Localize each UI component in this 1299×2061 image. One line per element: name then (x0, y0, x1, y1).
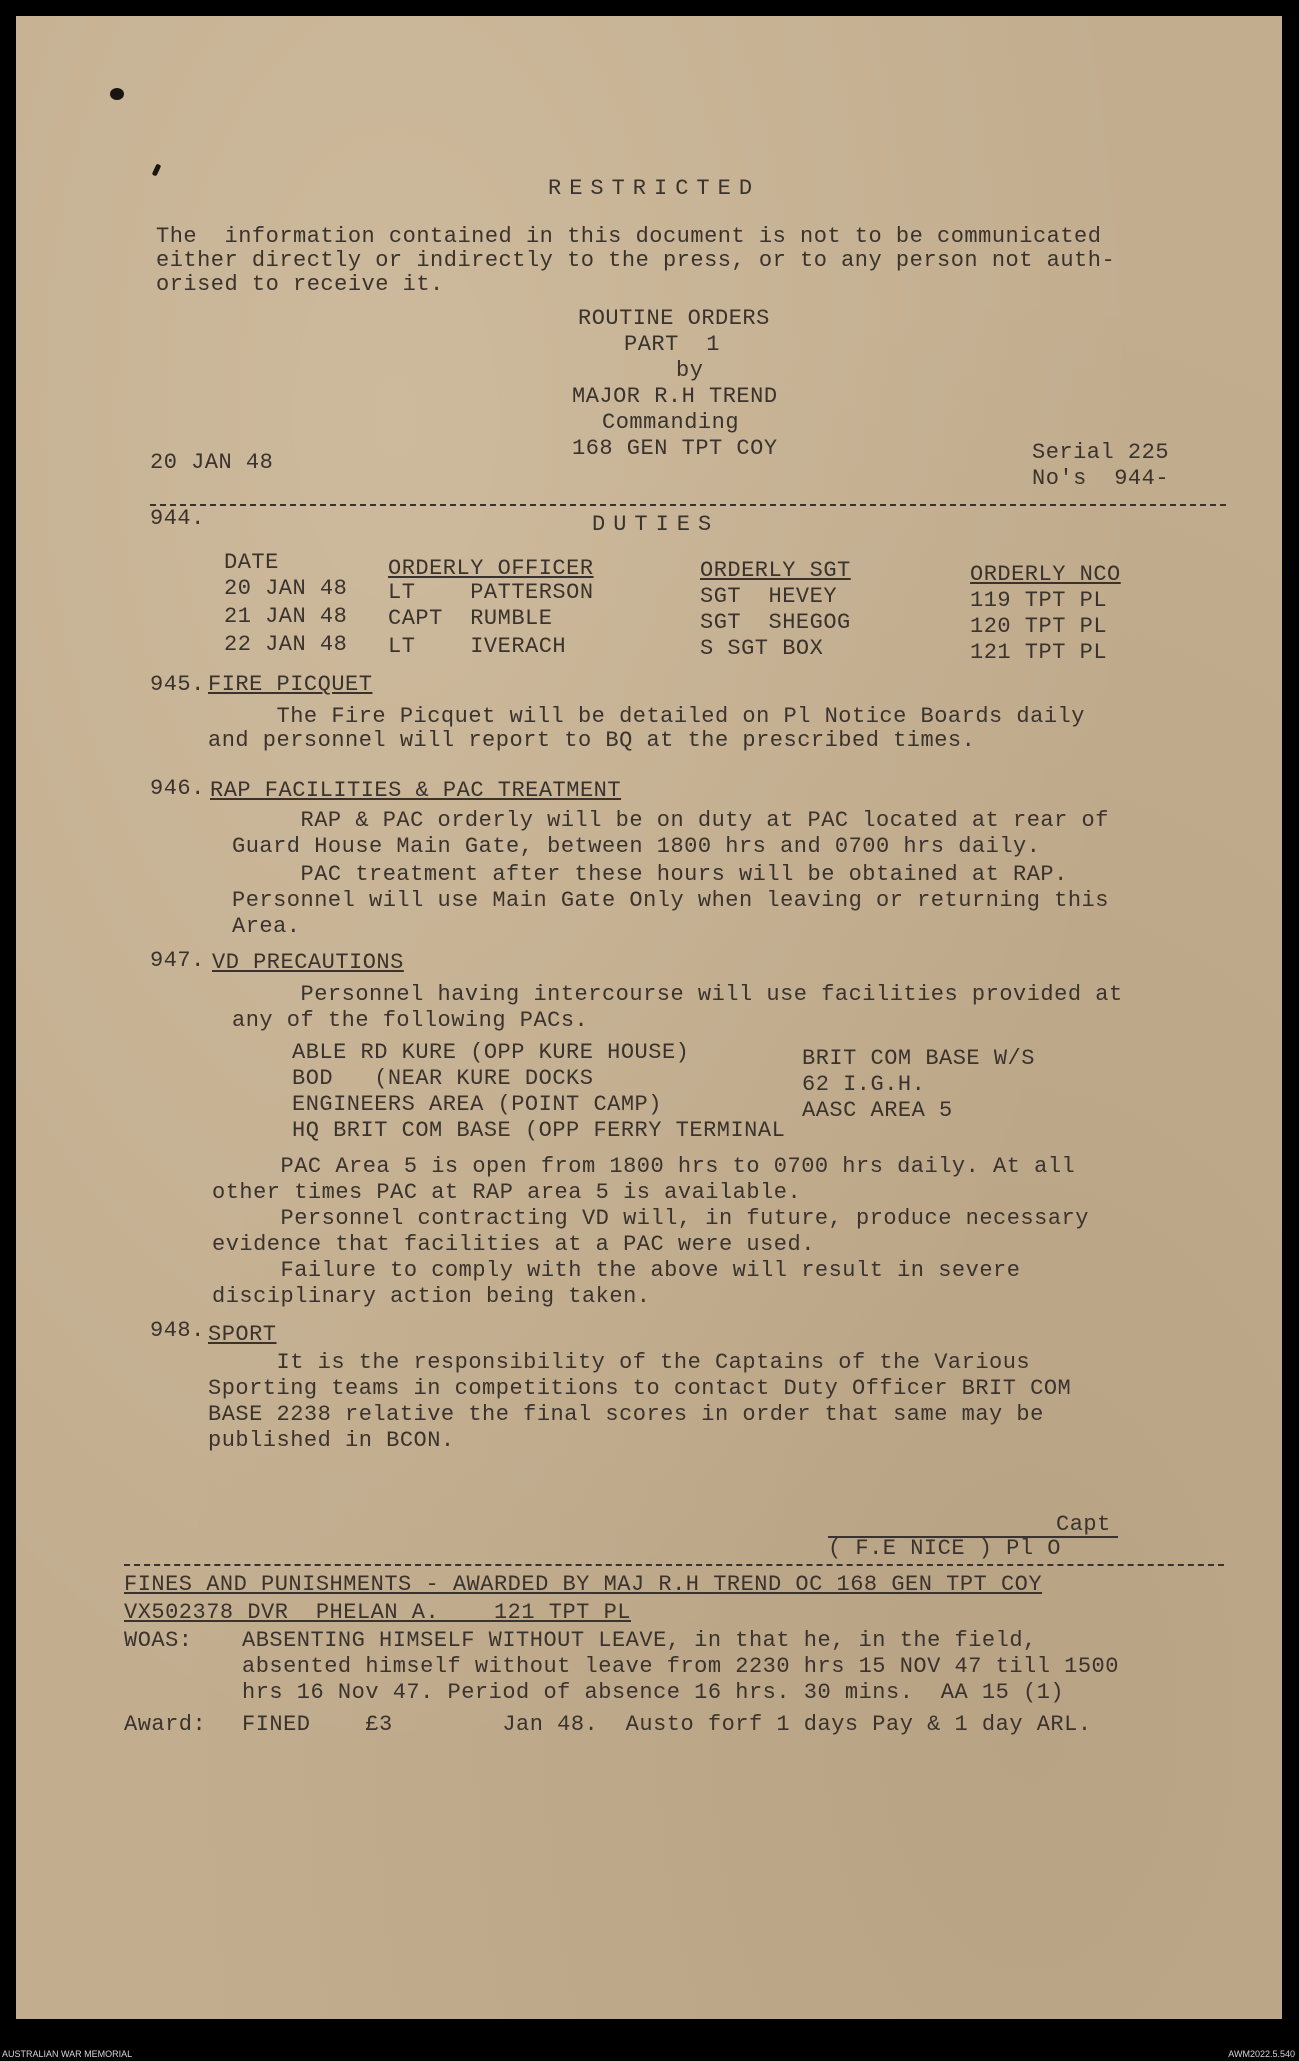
item-948-line-2: Sporting teams in competitions to contact Duty Officer BRIT COM (208, 1376, 1072, 1401)
pac-location-left-4: HQ BRIT COM BASE (OPP FERRY TERMINAL (292, 1118, 786, 1143)
order-date: 20 JAN 48 (150, 450, 274, 475)
title-line-6: 168 GEN TPT COY (572, 436, 778, 461)
pac-location-left-1: ABLE RD KURE (OPP KURE HOUSE) (292, 1040, 690, 1065)
item-947-intro-2: any of the following PACs. (232, 1008, 589, 1033)
duties-row-2-nco: 120 TPT PL (970, 614, 1108, 639)
classification-heading: RESTRICTED (548, 176, 761, 201)
duties-col-date: DATE (224, 550, 279, 575)
duties-row-2-sgt: SGT SHEGOG (700, 610, 851, 635)
duties-row-1-date: 20 JAN 48 (224, 576, 348, 601)
ink-blot (110, 88, 124, 100)
serial-number: Serial 225 (1032, 440, 1170, 465)
item-946-line-4: Personnel will use Main Gate Only when leaving or returning this (232, 888, 1109, 913)
pac-location-left-2: BOD (NEAR KURE DOCKS (292, 1066, 594, 1091)
duties-row-1-sgt: SGT HEVEY (700, 584, 838, 609)
item-946-title: RAP FACILITIES & PAC TREATMENT (210, 778, 622, 803)
item-948-line-1: It is the responsibility of the Captains of the Various (208, 1350, 1031, 1375)
item-946-line-5: Area. (232, 914, 301, 939)
document-page (16, 16, 1282, 2019)
pac-location-right-3: AASC AREA 5 (802, 1098, 953, 1123)
title-line-3: by (676, 358, 704, 383)
item-945-title: FIRE PICQUET (208, 672, 373, 697)
footer-credit: AUSTRALIAN WAR MEMORIAL (2, 2049, 133, 2059)
duties-col-nco: ORDERLY NCO (970, 562, 1121, 587)
duties-row-3-officer: LT IVERACH (388, 634, 567, 659)
item-946-number: 946. (150, 776, 205, 801)
pac-location-left-3: ENGINEERS AREA (POINT CAMP) (292, 1092, 662, 1117)
fines-award-label: Award: (124, 1712, 207, 1737)
duties-col-sgt: ORDERLY SGT (700, 558, 851, 583)
fines-charge-label: WOAS: (124, 1628, 193, 1653)
duties-row-1-officer: LT PATTERSON (388, 580, 594, 605)
duties-row-2-officer: CAPT RUMBLE (388, 606, 553, 631)
item-945-number: 945. (150, 672, 205, 697)
item-947-outro-6: disciplinary action being taken. (212, 1284, 651, 1309)
title-line-1: ROUTINE ORDERS (578, 306, 770, 331)
duties-row-3-nco: 121 TPT PL (970, 640, 1108, 665)
item-948-line-4: published in BCON. (208, 1428, 455, 1453)
duties-row-3-sgt: S SGT BOX (700, 636, 824, 661)
item-947-outro-2: other times PAC at RAP area 5 is available. (212, 1180, 802, 1205)
item-946-line-3: PAC treatment after these hours will be obtained at RAP. (232, 862, 1068, 887)
item-947-outro-5: Failure to comply with the above will result in severe (212, 1258, 1021, 1283)
header-divider (150, 504, 1226, 506)
order-numbers: No's 944- (1032, 466, 1170, 491)
fines-charge-line-2: absented himself without leave from 2230 hrs 15 NOV 47 till 1500 (242, 1654, 1119, 1679)
signature-name: ( F.E NICE ) Pl O (828, 1536, 1061, 1561)
fines-divider (124, 1564, 1224, 1566)
item-948-number: 948. (150, 1318, 205, 1343)
title-line-4: MAJOR R.H TREND (572, 384, 778, 409)
item-946-line-2: Guard House Main Gate, between 1800 hrs and 0700 hrs daily. (232, 834, 1041, 859)
item-944-number: 944. (150, 506, 205, 531)
duties-row-2-date: 21 JAN 48 (224, 604, 348, 629)
pac-location-right-2: 62 I.G.H. (802, 1072, 926, 1097)
duties-row-3-date: 22 JAN 48 (224, 632, 348, 657)
fines-soldier: VX502378 DVR PHELAN A. 121 TPT PL (124, 1600, 631, 1625)
item-948-title: SPORT (208, 1322, 277, 1347)
item-947-number: 947. (150, 948, 205, 973)
fines-heading: FINES AND PUNISHMENTS - AWARDED BY MAJ R.H TREND OC 168 GEN TPT COY (124, 1572, 1043, 1597)
duties-row-1-nco: 119 TPT PL (970, 588, 1108, 613)
item-947-outro-3: Personnel contracting VD will, in future, produce necessary (212, 1206, 1089, 1231)
title-line-5: Commanding (602, 410, 740, 435)
item-946-line-1: RAP & PAC orderly will be on duty at PAC located at rear of (232, 808, 1109, 833)
item-945-line-2: and personnel will report to BQ at the prescribed times. (208, 728, 976, 753)
title-line-2: PART 1 (624, 332, 720, 357)
notice-line-2: either directly or indirectly to the press, or to any person not auth- (156, 248, 1116, 273)
signature-line (828, 1536, 1118, 1538)
ink-mark (152, 164, 162, 177)
fines-charge-line-1: ABSENTING HIMSELF WITHOUT LEAVE, in that he, in the field, (242, 1628, 1037, 1653)
pac-location-right-1: BRIT COM BASE W/S (802, 1046, 1035, 1071)
fines-award-text: FINED £3 Jan 48. Austo forf 1 days Pay & 1 day ARL. (242, 1712, 1092, 1737)
item-947-outro-4: evidence that facilities at a PAC were used. (212, 1232, 815, 1257)
item-945-line-1: The Fire Picquet will be detailed on Pl Notice Boards daily (208, 704, 1085, 729)
duties-title: DUTIES (592, 512, 720, 537)
notice-line-1: The information contained in this document is not to be communicated (156, 224, 1102, 249)
duties-col-officer: ORDERLY OFFICER (388, 556, 594, 581)
footer-accession: AWM2022.5.540 (1228, 2049, 1295, 2059)
notice-line-3: orised to receive it. (156, 272, 444, 297)
item-947-intro-1: Personnel having intercourse will use facilities provided at (232, 982, 1123, 1007)
item-947-outro-1: PAC Area 5 is open from 1800 hrs to 0700 hrs daily. At all (212, 1154, 1076, 1179)
item-947-title: VD PRECAUTIONS (212, 950, 404, 975)
item-948-line-3: BASE 2238 relative the final scores in order that same may be (208, 1402, 1044, 1427)
signature-rank: Capt (1056, 1512, 1111, 1537)
fines-charge-line-3: hrs 16 Nov 47. Period of absence 16 hrs. 30 mins. AA 15 (1) (242, 1680, 1065, 1705)
